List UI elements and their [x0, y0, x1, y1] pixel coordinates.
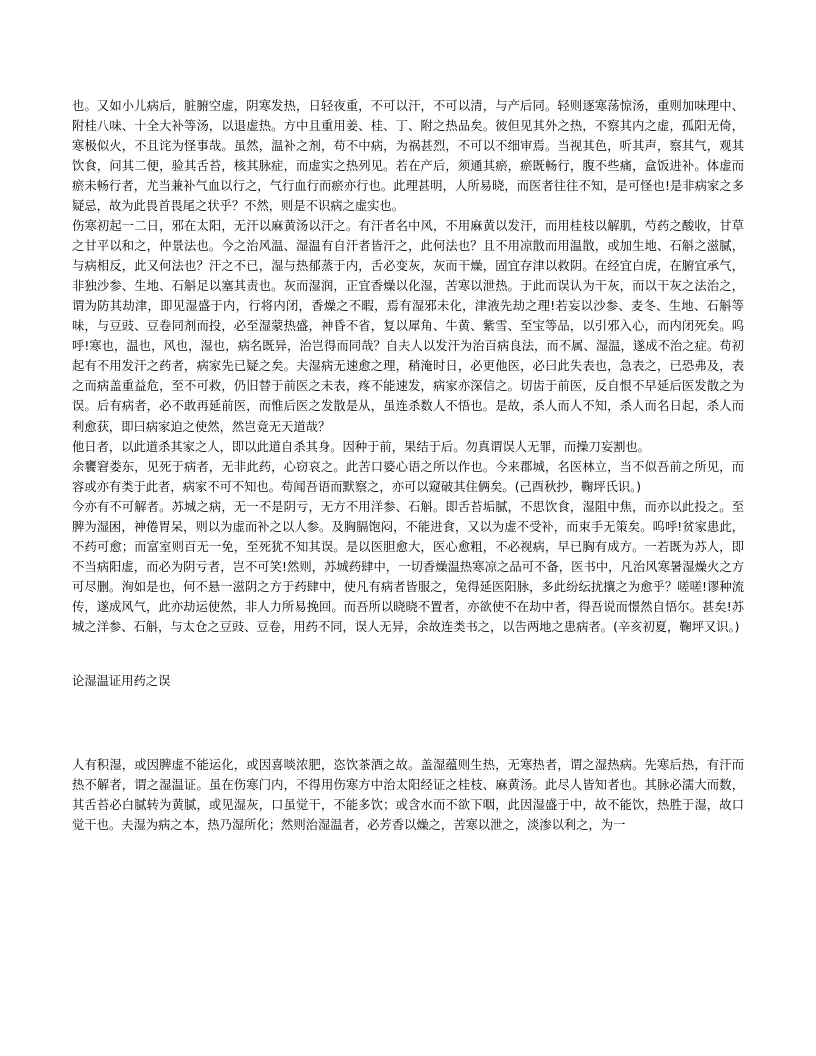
spacer: [72, 637, 744, 647]
document-body: [72, 96, 744, 835]
paragraph: 伤寒初起一二日，邪在太阳，无汗以麻黄汤以汗之。有汗者名中风，不用麻黄以发汗，而用桂枝以解肌，芍药之酸收，甘草之甘平以和之，仲景法也。今之治风温、湿温有自汗者皆汗之，此何法也？且不用凉散而用温散，或加生地、石斛之滋腻，与病相反，此又何法也？汗之不已，湿与热郁蒸于内，舌必变灰，灰而干燥，固宜存津以救阴。在经宜白虎，在腑宜承气，非独沙参、生地、石斛足以塞其责也。灰而湿润，正宜香燥以化湿，苦寒以泄热。于此而误认为干灰，而以干灰之法治之，谓为防其劫津，即见湿盛于内，行将内闭，香燥之不暇，焉有湿邪未化，津液先劫之理!若妄以沙参、麦冬、生地、石斛等味，与豆豉、豆卷同剂而投，必至湿蒙热盛，神昏不省，复以犀角、牛黄、紫雪、至宝等品，以引邪入心，而内闭死矣。呜呼!寒也，温也，风也，湿也，病名既异，治岂得而同哉？自夫人以发汗为治百病良法，而不属、湿温，遂成不治之症。苟初起有不用发汗之药者，病家先已疑之矣。夫湿病无速愈之理，稍淹时日，必更他医，必曰此失表也，急表之，已恐弗及，表之而病盖重益危，至不可救，仍旧替于前医之未表，疼不能速发，病家亦深信之。切齿于前医，反自恨不早延后医发散之为误。后有病者，必不敢再延前医，而惟后医之发散是从，虽连杀数人不悟也。是故，杀人而人不知，杀人而名日起，杀人而利愈获，即曰病家迫之使然，然岂竟无天道哉？: [72, 219, 744, 434]
paragraph: 余饔窘娄东，见死于病者，无非此药，心窃哀之。此苦口婆心语之所以作也。今来郡城，名医林立，当不似吾前之所见，而容或亦有类于此者，病家不可不知也。苟闻吾语而默察之，亦可以窥破其住俩矣。(己酉秋抄，鞠坪氏识。): [72, 459, 744, 494]
paragraph: 也。又如小儿病后，脏腑空虚，阴寒发热，日轻夜重，不可以汗，不可以清，与产后同。轻则逐寒荡惊汤，重则加味理中、附桂八味、十全大补等汤，以退虚热。方中且重用姜、桂、丁、附之热品矣。彼但见其外之热，不察其内之虚，孤阳无倚，寒极似火，不且诧为怪事哉。虽然，温补之剂，苟不中病，为祸甚烈，不可以不细审焉。当视其色，听其声，察其气，观其饮食，问其二便，验其舌苔，核其脉症，而虚实之热列见。若在产后，须通其瘀，瘀既畅行，腹不些痛，盒饭进补。体虚而瘀未畅行者，尤当兼补气血以行之，气行血行而瘀亦行也。此理甚明，人所易晓，而医者往往不知，是可怪也!是非病家之多疑忌，故为此畏首畏尾之状乎？不然，则是不识病之虚实也。: [72, 99, 744, 214]
paragraph: 今亦有不可解者。苏城之病，无一不是阴亏，无方不用洋参、石斛。即舌苔垢腻，不思饮食，湿阻中焦，而亦以此投之。至脾为湿困，神倦胃呆，则以为虚而补之以人参。及胸膈饱闷，不能进食，又以为虚不受补，而束手无策矣。呜呼!贫家患此，不药可愈；而富室则百无一免，至死犹不知其误。是以医胆愈大，医心愈粗，不必视病，早已胸有成方。一若既为苏人，即不当病阳虚，而必为阴亏者，岂不可笑!然则，苏城药肆中，一切香燥温热寒凉之品可不备，医书中，凡治风寒暑湿燥火之方可尽删。洵如是也，何不悬一滋阴之方于药肆中，使凡有病者皆服之，兔得延医阳脉，多此纷纭扰攘之为愈乎？嗟嗟!谬种流传，遂成风气，此亦劫运使然，非人力所易挽回。而吾所以晓晓不置者，亦欲使不在劫中者，得吾说而憬然自悟尔。甚矣!苏城之洋参、石斛，与太仓之豆豉、豆卷，用药不同，误人无异，余故连类书之，以告两地之患病者。(辛亥初夏，鞠坪又识。): [72, 499, 744, 634]
paragraph: 他日者，以此道杀其家之人，即以此道自杀其身。因种于前，果结于后。勿真谓误人无罪，而操刀妄割也。: [72, 439, 650, 454]
spacer: [72, 691, 744, 755]
paragraph: 人有积湿，或因脾虚不能运化，或因喜啖浓肥，恣饮茶酒之故。盖湿蕴则生热，无寒热者，谓之湿热病。先寒后热，有汗而热不解者，谓之湿温证。虽在伤寒门内，不得用伤寒方中治太阳经证之桂枝、麻黄汤。此尽人皆知者也。其脉必濡大而数，其舌苔必白腻转为黄腻，或见湿灰，口虽觉干，不能多饮；或含水而不欲下咽，此因湿盛于中，故不能饮，热胜于湿，故口觉干也。夫湿为病之本，热乃湿所化；然则治湿温者，必芳香以燥之，苦寒以泄之，淡渗以利之，为一: [72, 757, 744, 832]
section-heading: 论湿温证用药之误: [72, 673, 171, 688]
